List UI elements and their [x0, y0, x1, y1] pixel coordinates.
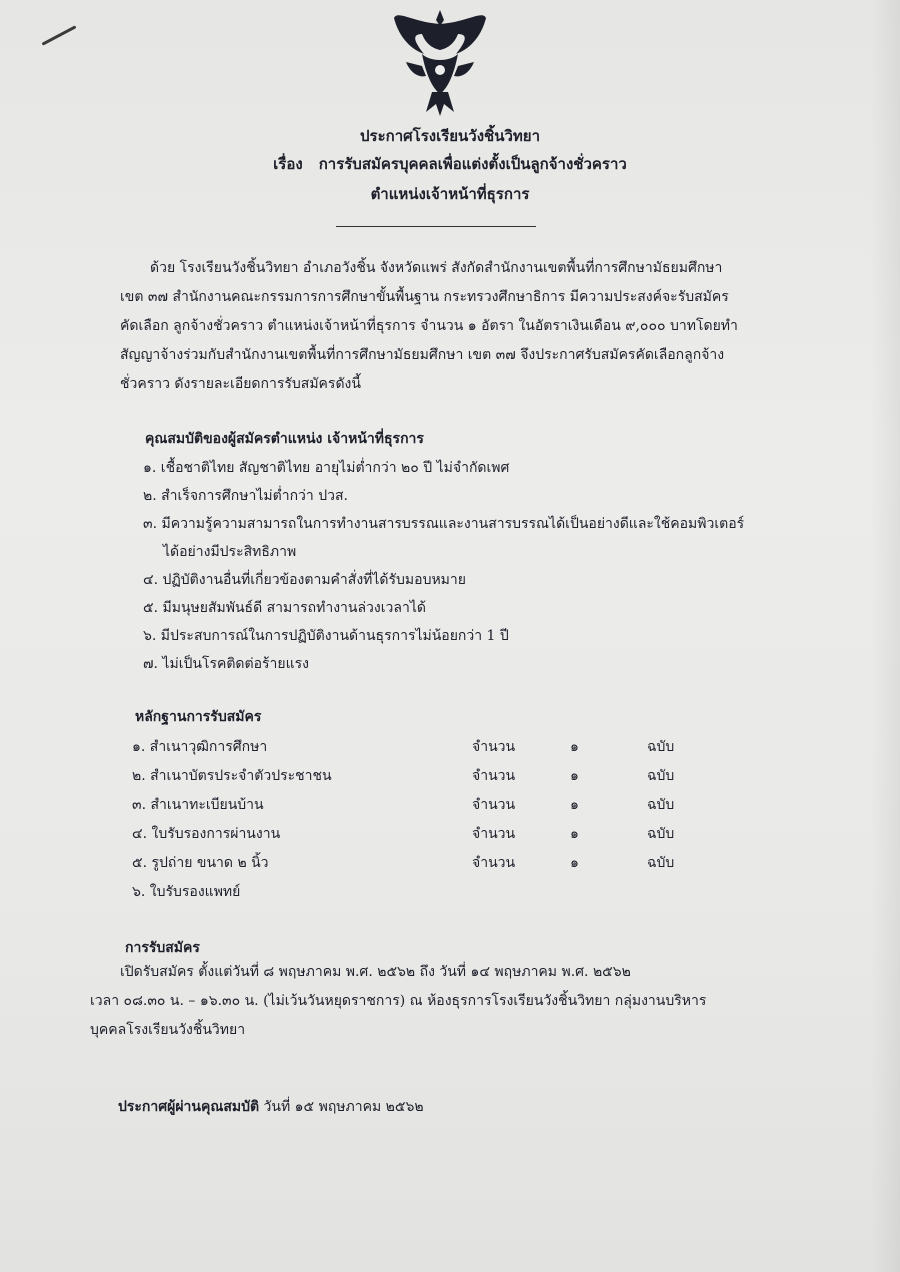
- application-line: บุคคลโรงเรียนวังชิ้นวิทยา: [90, 1022, 246, 1038]
- quantity-unit: ฉบับ: [647, 739, 675, 755]
- announcement-label: ประกาศผู้ผ่านคุณสมบัติ: [118, 1099, 260, 1115]
- document-row: [132, 878, 692, 907]
- divider: [336, 226, 536, 227]
- documents-title: หลักฐานการรับสมัคร: [135, 709, 262, 725]
- list-item: ๔. ปฏิบัติงานอื่นที่เกี่ยวข้องตามคำสั่งที่ได้รับมอบหมาย: [143, 572, 466, 588]
- qualifications-title: คุณสมบัติของผู้สมัครตำแหน่ง เจ้าหน้าที่ธุรการ: [145, 431, 424, 447]
- application-line: เวลา ๐๘.๓๐ น. – ๑๖.๓๐ น. (ไม่เว้นวันหยุดราชการ) ณ ห้องธุรการโรงเรียนวังชิ้นวิทยา กลุ่มงานบริหาร: [90, 993, 707, 1009]
- intro-line: ด้วย โรงเรียนวังชิ้นวิทยา อำเภอวังชิ้น จังหวัดแพร่ สังกัดสำนักงานเขตพื้นที่การศึกษามัธยมศึกษา: [150, 260, 723, 276]
- application-line: เปิดรับสมัคร ตั้งแต่วันที่ ๘ พฤษภาคม พ.ศ. ๒๕๖๒ ถึง วันที่ ๑๔ พฤษภาคม พ.ศ. ๒๕๖๒: [120, 964, 631, 980]
- application-paragraph: [90, 958, 790, 1045]
- intro-line: คัดเลือก ลูกจ้างชั่วคราว ตำแหน่งเจ้าหน้าที่ธุรการ จำนวน ๑ อัตรา ในอัตราเงินเดือน ๙,๐๐๐ บาทโดยทำ: [120, 318, 738, 334]
- garuda-emblem: [392, 4, 488, 122]
- document-name: ๑. สำเนาวุฒิการศึกษา: [132, 739, 268, 755]
- document-name: ๕. รูปถ่าย ขนาด ๒ นิ้ว: [132, 855, 269, 871]
- quantity-unit: ฉบับ: [647, 826, 675, 842]
- list-item: ๑. เชื้อชาติไทย สัญชาติไทย อายุไม่ต่ำกว่า ๒๐ ปี ไม่จำกัดเพศ: [143, 460, 510, 476]
- quantity-value: ๑: [570, 768, 579, 784]
- quantity-unit: ฉบับ: [647, 797, 675, 813]
- position-title: ตำแหน่งเจ้าหน้าที่ธุรการ: [370, 185, 530, 203]
- intro-line: ชั่วคราว ดังรายละเอียดการรับสมัครดังนี้: [120, 376, 361, 392]
- quantity-value: ๑: [570, 739, 579, 755]
- qualifications-list: [143, 454, 744, 678]
- list-item: ๖. มีประสบการณ์ในการปฏิบัติงานด้านธุรการไม่น้อยกว่า 1 ปี: [143, 628, 509, 644]
- documents-list: [132, 733, 692, 907]
- application-title: การรับสมัคร: [125, 940, 200, 956]
- subject-line: [0, 152, 900, 176]
- quantity-value: ๑: [570, 855, 579, 871]
- intro-paragraph: [120, 254, 790, 399]
- quantity-unit: ฉบับ: [647, 855, 675, 871]
- quantity-label: จำนวน: [472, 855, 516, 871]
- quantity-label: จำนวน: [472, 739, 516, 755]
- list-item-text: ๓. มีความรู้ความสามารถในการทำงานสารบรรณและงานสารบรรณได้เป็นอย่างดีและใช้คอมพิวเตอร์: [143, 516, 745, 532]
- document-name: ๒. สำเนาบัตรประจำตัวประชาชน: [132, 768, 332, 784]
- document-row: [132, 849, 692, 878]
- page-shadow: [870, 0, 900, 1272]
- quantity-unit: ฉบับ: [647, 768, 675, 784]
- document-name: ๓. สำเนาทะเบียนบ้าน: [132, 797, 264, 813]
- announcement-line: [118, 1096, 424, 1118]
- subject-label: เรื่อง: [273, 155, 303, 173]
- list-item-continuation: ได้อย่างมีประสิทธิภาพ: [163, 544, 297, 560]
- list-item: [143, 510, 744, 566]
- document-row: [132, 733, 692, 762]
- list-item: ๒. สำเร็จการศึกษาไม่ต่ำกว่า ปวส.: [143, 488, 348, 504]
- document-row: [132, 820, 692, 849]
- document-row: [132, 762, 692, 791]
- list-item: ๗. ไม่เป็นโรคติดต่อร้ายแรง: [143, 656, 309, 672]
- pen-mark: [42, 25, 77, 45]
- announcement-date: วันที่ ๑๕ พฤษภาคม ๒๕๖๒: [263, 1099, 424, 1115]
- quantity-value: ๑: [570, 826, 579, 842]
- subject-text: การรับสมัครบุคคลเพื่อแต่งตั้งเป็นลูกจ้างชั่วคราว: [318, 155, 627, 173]
- intro-line: เขต ๓๗ สำนักงานคณะกรรมการการศึกษาขั้นพื้นฐาน กระทรวงศึกษาธิการ มีความประสงค์จะรับสมัคร: [120, 289, 729, 305]
- list-item: ๕. มีมนุษยสัมพันธ์ดี สามารถทำงานล่วงเวลาได้: [143, 600, 426, 616]
- document-name: ๔. ใบรับรองการผ่านงาน: [132, 826, 281, 842]
- document-name: ๖. ใบรับรองแพทย์: [132, 884, 241, 900]
- quantity-value: ๑: [570, 797, 579, 813]
- quantity-label: จำนวน: [472, 797, 516, 813]
- document-row: [132, 791, 692, 820]
- page-title: ประกาศโรงเรียนวังชิ้นวิทยา: [359, 127, 541, 145]
- intro-line: สัญญาจ้างร่วมกับสำนักงานเขตพื้นที่การศึกษามัธยมศึกษา เขต ๓๗ จึงประกาศรับสมัครคัดเลือกลูกจ้าง: [120, 347, 725, 363]
- quantity-label: จำนวน: [472, 826, 516, 842]
- quantity-label: จำนวน: [472, 768, 516, 784]
